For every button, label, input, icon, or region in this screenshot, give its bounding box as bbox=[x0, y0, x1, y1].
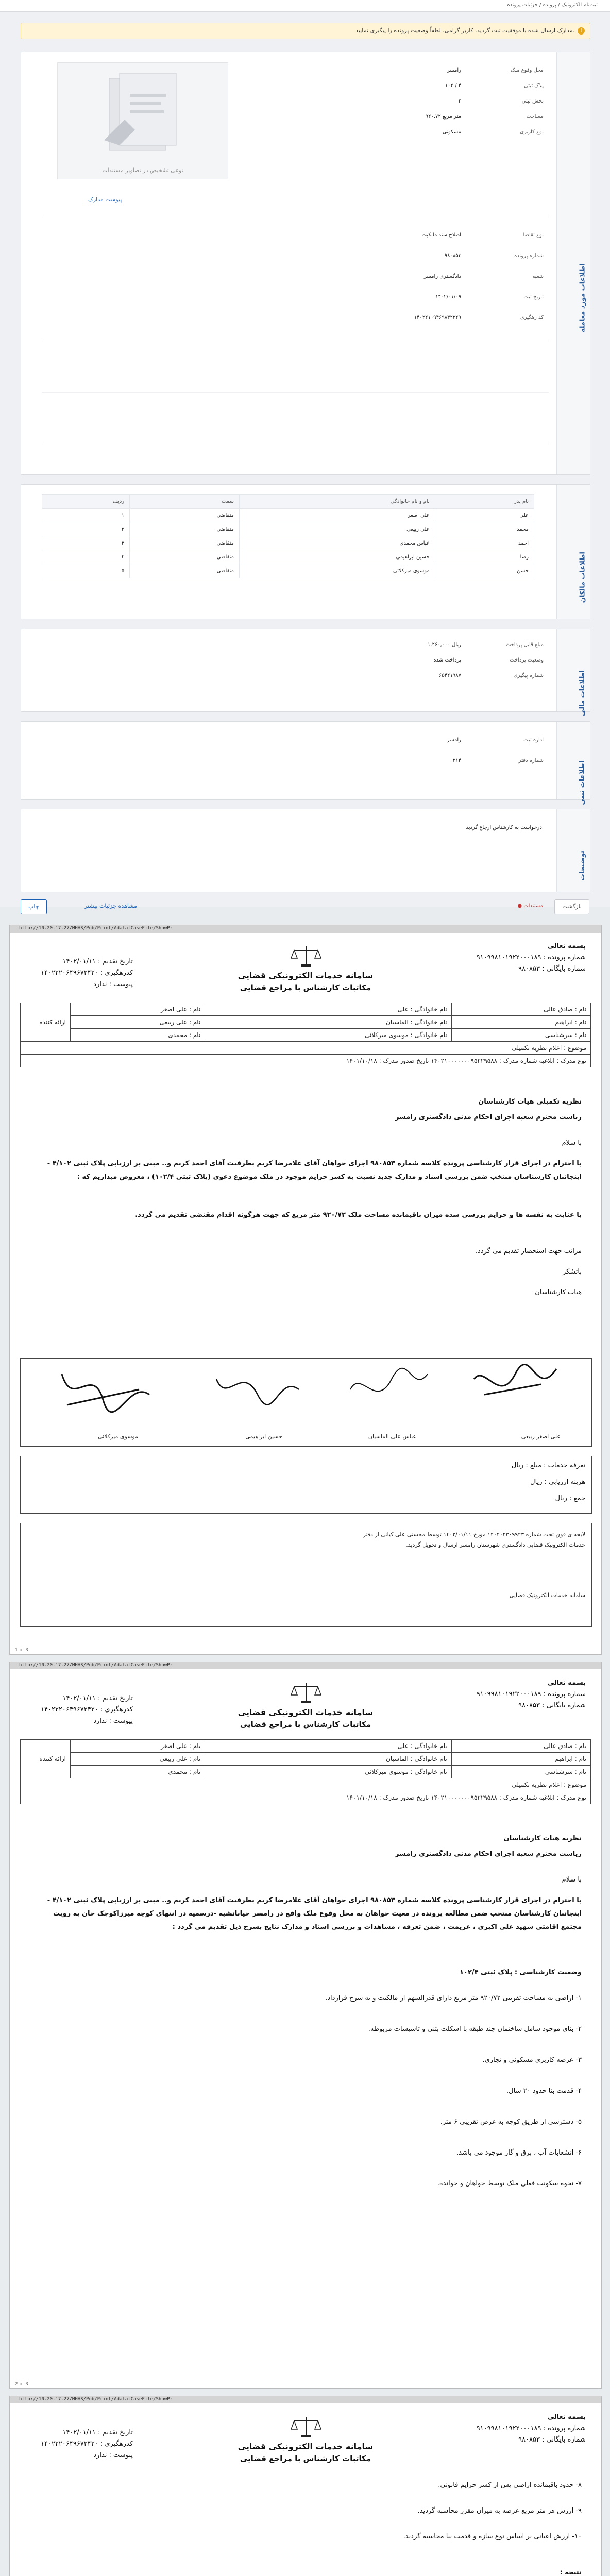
doc-heading: نظریه تکمیلی هیات کارشناسان bbox=[478, 1098, 582, 1106]
cell: متقاضی bbox=[130, 522, 240, 536]
scales-emblem-icon bbox=[288, 1680, 324, 1705]
docs-cell: نوع مدرک : ابلاغیه شماره مدرک : ۱۴۰۲۱۰۰۰۰۰۰۰۹۵۲۲۹۵۸۸ تاریخ صدور مدرک : ۱۴۰۱/۱۰/۱۸ bbox=[21, 1055, 591, 1067]
tracking-code: کدرهگیری : ۱۴۰۲۲۲۰۶۴۹۶۷۲۴۲۰ bbox=[41, 969, 133, 977]
tracking-code: کدرهگیری : ۱۴۰۲۲۲۰۶۴۹۶۷۲۴۲۰ bbox=[41, 2440, 133, 2448]
print-header bbox=[10, 1662, 601, 1669]
attachments-count: پیوست : ندارد bbox=[93, 1717, 133, 1725]
result-heading: نتیجه : bbox=[560, 2569, 582, 2576]
cell: ۱ bbox=[42, 509, 130, 522]
submission-info-box bbox=[20, 1523, 592, 1627]
field-value: ۹۸۰۸۵۳ bbox=[444, 253, 461, 259]
field-label: شماره پرونده bbox=[514, 253, 544, 259]
cell: متقاضی bbox=[130, 536, 240, 550]
cell: نام : محمدی bbox=[71, 1029, 205, 1042]
page-number: 1 of 3 bbox=[15, 1648, 28, 1653]
cell: نام خانوادگی : علی bbox=[205, 1740, 451, 1753]
table-row[interactable] bbox=[42, 536, 534, 550]
cell: نام : محمدی bbox=[71, 1766, 205, 1778]
request-date: تاریخ تقدیم : ۱۴۰۲/۰۱/۱۱ bbox=[62, 1694, 133, 1702]
fee-line: جمع : ریال bbox=[555, 1495, 585, 1502]
archive-number: شماره بایگانی : ۹۸۰۸۵۳ bbox=[518, 2436, 586, 2444]
submission-footer: سامانه خدمات الکترونیک قضایی bbox=[509, 1592, 585, 1599]
doc-header-title: بسمه تعالی bbox=[547, 942, 586, 950]
cell: ۴ bbox=[42, 550, 130, 564]
printed-document-3 bbox=[9, 2396, 602, 2576]
status-heading: وضعیت کارشناسی : پلاک ثبتی ۱۰۲/۴ bbox=[460, 1969, 582, 1976]
cell: متقاضی bbox=[130, 509, 240, 522]
printed-document-2 bbox=[9, 1662, 602, 2389]
case-number: شماره پرونده : ۹۱۰۹۹۸۱۰۱۹۲۲۰۰۰۱۸۹ bbox=[476, 954, 586, 961]
section-label: اطلاعات مالکان bbox=[556, 485, 590, 619]
table-row bbox=[21, 1016, 591, 1029]
attachments-link[interactable]: پیوست مدارک bbox=[88, 196, 122, 203]
attachments-count: پیوست : ندارد bbox=[93, 2451, 133, 2459]
cell: حسن bbox=[435, 564, 534, 578]
section-label: اطلاعات مورد معامله bbox=[556, 52, 590, 474]
field-label: بخش ثبتی bbox=[521, 98, 544, 104]
cell: نام خانوادگی : موسوی میرکلائی bbox=[205, 1029, 451, 1042]
field-value: ۱,۲۶۰,۰۰۰ ریال bbox=[427, 642, 461, 648]
field-value: ۲ bbox=[458, 98, 461, 104]
salutation: با سلام bbox=[562, 1876, 582, 1884]
system-title: سامانه خدمات الکترونیکی قضایی bbox=[238, 971, 374, 980]
print-url: http://10.20.17.27/MHHS/Pub/Print/AdalatCaseFile/ShowPr bbox=[19, 2397, 173, 2402]
fees-box bbox=[20, 1456, 592, 1514]
notes-card bbox=[21, 809, 590, 892]
field-value: ۶۵۴۲۱۹۸۷ bbox=[439, 673, 461, 679]
column-header: ردیف bbox=[42, 495, 130, 509]
cell: ۲ bbox=[42, 522, 130, 536]
cell: ۳ bbox=[42, 536, 130, 550]
signer-name: حسین ابراهیمی bbox=[245, 1433, 282, 1440]
subject-cell: موضوع : اعلام نظریه تکمیلی bbox=[21, 1042, 591, 1055]
archive-number: شماره بایگانی : ۹۸۰۸۵۳ bbox=[518, 1702, 586, 1709]
table-header bbox=[42, 495, 534, 509]
cell: ارائه کننده bbox=[21, 1740, 71, 1778]
section-label: اطلاعات مالی bbox=[556, 629, 590, 711]
fee-line: تعرفه خدمات : مبلغ : ریال bbox=[511, 1462, 585, 1469]
cell: نام خانوادگی : موسوی میرکلائی bbox=[205, 1766, 451, 1778]
cell: نام : سرشناسی bbox=[451, 1766, 590, 1778]
doc-body-2: با عنایت به نقشه ها و حرایم بررسی شده میزان باقیمانده مساحت ملک ۹۲۰/۷۲ متر مربع که جهت هرگونه اقدام مقتضی تقدیم می گردد. bbox=[135, 1211, 582, 1219]
table-row bbox=[21, 1003, 591, 1016]
warning-icon: ! bbox=[578, 27, 585, 35]
thumbnail-caption: نوعی تشخیص در تصاویر مستندات bbox=[102, 167, 183, 174]
table-row[interactable] bbox=[42, 550, 534, 564]
doc-body: با احترام در اجرای قرار کارشناسی پرونده کلاسه شماره ۹۸۰۸۵۳ اجرای خواهان آقای غلامرضا کریم بطرفیت آقای احمد کریم و.. مبنی بر ارزیابی پلاک ثبتی ۴/۱۰۲ - اینجانبان کارشناسان منتخب ضمن بررسی اسناد و مدارک جدید نسبت به کسر حرایم موجود در ملک موضوع دعوی (پلاک ثبتی ۱۰۲/۴) ، معروض میداریم که : bbox=[47, 1160, 582, 1181]
alert-message bbox=[21, 23, 590, 39]
cell: ارائه کننده bbox=[21, 1003, 71, 1042]
field-value: اصلاح سند مالکیت bbox=[421, 232, 461, 238]
field-value: ۹۲۰.۷۲ متر مربع bbox=[425, 114, 461, 120]
table-row bbox=[21, 1753, 591, 1766]
field-label: شماره دفتر bbox=[518, 758, 544, 764]
cell: نام : علی ربیعی bbox=[71, 1753, 205, 1766]
cell: متقاضی bbox=[130, 564, 240, 578]
cell: نام : صادق عالی bbox=[451, 1003, 590, 1016]
field-value: پرداخت شده bbox=[433, 657, 461, 663]
document-icon bbox=[58, 63, 228, 161]
cell: احمد bbox=[435, 536, 534, 550]
print-header bbox=[10, 2396, 601, 2403]
registry-card bbox=[21, 721, 590, 805]
case-number: شماره پرونده : ۹۱۰۹۹۸۱۰۱۹۲۲۰۰۰۱۸۹ bbox=[476, 2425, 586, 2432]
table-row[interactable] bbox=[42, 522, 534, 536]
salutation: با سلام bbox=[562, 1139, 582, 1147]
field-value: دادگستری رامسر bbox=[423, 274, 461, 279]
column-header: سمت bbox=[130, 495, 240, 509]
fee-line: هزینه ارزیابی : ریال bbox=[530, 1478, 585, 1486]
owners-table bbox=[42, 494, 534, 578]
print-header bbox=[10, 925, 601, 933]
alert-text: مدارک ارسال شده با موفقیت ثبت گردید. کاربر گرامی، لطفاً وضعیت پرونده را پیگیری نمایید. bbox=[355, 27, 574, 34]
cell: نام خانوادگی : الماسیان bbox=[205, 1016, 451, 1029]
field-value: ۱۰۲ / ۴ bbox=[445, 83, 461, 89]
case-id-block bbox=[477, 941, 586, 975]
date-block bbox=[41, 1693, 133, 1727]
cell: نام خانوادگی : علی bbox=[205, 1003, 451, 1016]
section-label: اطلاعات ثبتی bbox=[556, 722, 590, 799]
date-block bbox=[41, 2427, 133, 2461]
printed-document-1 bbox=[9, 925, 602, 1655]
scales-emblem-icon bbox=[288, 2414, 324, 2439]
archive-number: شماره بایگانی : ۹۸۰۸۵۳ bbox=[518, 965, 586, 973]
doc-body: با احترام در اجرای قرار کارشناسی پرونده کلاسه شماره ۹۸۰۸۵۳ اجرای خواهان آقای غلامرضا کریم بطرفیت آقای احمد کریم و.. مبنی بر ارزیابی پلاک ثبتی ۴/۱۰۲ - اینجانبان کارشناسان منتخب ضمن مطالعه پرونده در معیت خواهان به محل وقوع ملک واقع در رامسر خیابانشیه -درسمیه در انتهای کوچه میرزاکوچک خان به رویت مجتمع اقامتی شهید علی اکبری ، عزیمت ، ضمن تعرفه ، مشاهدات و بررسی اسناد و مدارک نتایج بشرح ذیل تقدیم می گردد : bbox=[47, 1896, 582, 1931]
system-subtitle: مکاتبات کارشناس با مراجع قضایی bbox=[240, 983, 371, 992]
cell: نام : علی ربیعی bbox=[71, 1016, 205, 1029]
note-item: ۱- اراضی به مساحت تقریبی ۹۲۰/۷۲ متر مربع دارای قدرالسهم از مالکیت و به شرح قرارداد. bbox=[325, 1994, 582, 2002]
document-thumbnail[interactable] bbox=[57, 62, 228, 179]
system-subtitle: مکاتبات کارشناس با مراجع قضایی bbox=[240, 2454, 371, 2463]
back-button[interactable]: بازگشت bbox=[554, 899, 589, 914]
scales-emblem-icon bbox=[288, 943, 324, 969]
cell: نام : علی اصغر bbox=[71, 1740, 205, 1753]
doc-header-title: بسمه تعالی bbox=[547, 1679, 586, 1687]
note-item: ۵- دسترسی از طریق کوچه به عرض تقریبی ۶ متر. bbox=[440, 2118, 582, 2126]
note-item: ۸- حدود باقیمانده اراضی پس از کسر حرایم قانونی. bbox=[438, 2481, 582, 2489]
cell: عباس محمدی bbox=[239, 536, 435, 550]
field-label: نوع کاربری bbox=[520, 129, 544, 135]
system-title: سامانه خدمات الکترونیکی قضایی bbox=[238, 1707, 374, 1717]
field-value: رامسر bbox=[447, 737, 461, 743]
field-label: شعبه bbox=[532, 274, 544, 279]
field-value: ۱۴۰۲۲۱۰۹۴۶۹۸۴۲۲۲۹ bbox=[414, 315, 461, 320]
table-row bbox=[21, 1778, 591, 1791]
doc-heading: نظریه هیات کارشناسان bbox=[503, 1835, 582, 1842]
signatures-box bbox=[20, 1358, 592, 1447]
cell: نام : ابراهیم bbox=[451, 1016, 590, 1029]
case-id-block bbox=[477, 2412, 586, 2446]
parties-table bbox=[20, 1739, 591, 1804]
notes-text: درخواست به کارشناس ارجاع گردید. bbox=[466, 825, 544, 831]
regards: باتشکر bbox=[562, 1268, 582, 1276]
cell: رضا bbox=[435, 550, 534, 564]
signer-name: عباس علی الماسیان bbox=[368, 1433, 416, 1440]
note-item: ۳- عرصه کاربری مسکونی و تجاری. bbox=[482, 2056, 582, 2064]
more-details-link[interactable]: مشاهده جزئیات بیشتر bbox=[84, 903, 137, 909]
cell: حسین ابراهیمی bbox=[239, 550, 435, 564]
doc-header-title: بسمه تعالی bbox=[547, 2413, 586, 2421]
field-value: رامسر bbox=[447, 67, 461, 73]
table-row bbox=[21, 1740, 591, 1753]
note-item: ۶- انشعابات آب ، برق و گاز موجود می باشد. bbox=[456, 2149, 582, 2157]
print-url: http://10.20.17.27/MHHS/Pub/Print/AdalatCaseFile/ShowPr bbox=[19, 1663, 173, 1668]
field-label: پلاک ثبتی bbox=[523, 83, 544, 89]
note-item: ۲- بنای موجود شامل ساختمان چند طبقه با اسکلت بتنی و تاسیسات مربوطه. bbox=[368, 2025, 582, 2033]
cell: علی اصغر bbox=[239, 509, 435, 522]
date-block bbox=[41, 956, 133, 990]
note-item: ۱۰- ارزش اعیانی بر اساس نوع سازه و قدمت بنا محاسبه گردید. bbox=[403, 2533, 582, 2540]
field-label: مبلغ قابل پرداخت bbox=[505, 642, 544, 648]
field-label: نوع تقاضا bbox=[523, 232, 544, 238]
cell: متقاضی bbox=[130, 550, 240, 564]
column-header: نام پدر bbox=[435, 495, 534, 509]
case-details-page bbox=[0, 0, 610, 910]
table-row bbox=[21, 1042, 591, 1055]
print-url: http://10.20.17.27/MHHS/Pub/Print/AdalatCaseFile/ShowPr bbox=[19, 926, 173, 931]
signatory: هیات کارشناسان bbox=[535, 1289, 582, 1296]
system-title: سامانه خدمات الکترونیکی قضایی bbox=[238, 2442, 374, 2451]
field-label: شماره پیگیری bbox=[513, 673, 544, 679]
print-button[interactable]: چاپ bbox=[21, 899, 47, 914]
field-label: کد رهگیری bbox=[520, 315, 544, 320]
cell: ۵ bbox=[42, 564, 130, 578]
cell: علی bbox=[435, 509, 534, 522]
request-date: تاریخ تقدیم : ۱۴۰۲/۰۱/۱۱ bbox=[62, 958, 133, 965]
field-value: ۱۴۰۲/۰۱/۰۹ bbox=[435, 294, 461, 300]
page-number: 2 of 3 bbox=[15, 2382, 28, 2387]
table-row[interactable] bbox=[42, 509, 534, 522]
payment-card bbox=[21, 629, 590, 716]
cell: نام : سرشناسی bbox=[451, 1029, 590, 1042]
table-row bbox=[21, 1791, 591, 1804]
case-info-card bbox=[21, 52, 590, 475]
cell: نام : ابراهیم bbox=[451, 1753, 590, 1766]
doc-recipient: ریاست محترم شعبه اجرای احکام مدنی دادگستری رامسر bbox=[395, 1113, 582, 1121]
top-navbar bbox=[0, 0, 610, 12]
docs-cell: نوع مدرک : ابلاغیه شماره مدرک : ۱۴۰۲۱۰۰۰۰۰۰۰۹۵۲۲۹۵۸۸ تاریخ صدور مدرک : ۱۴۰۱/۱۰/۱۸ bbox=[21, 1791, 591, 1804]
owners-card bbox=[21, 484, 590, 619]
section-label: توضیحات bbox=[556, 809, 590, 892]
note-item: ۷- نحوه سکونت فعلی ملک توسط خواهان و خوانده. bbox=[437, 2180, 582, 2188]
breadcrumb[interactable]: ثبت‌نام الکترونیک / پرونده / جزئیات پرونده bbox=[507, 2, 598, 8]
submission-info: لایحه ی فوق تحت شماره ۱۴۰۲۰۲۳۰۹۹۲۳ مورخ ۱۴۰۲/۰۱/۱۱ توسط محسنی علی کیانی از دفتر خدمات الکترونیک قضایی دادگستری شهرستان رامسر ارسال و تحویل گردید. bbox=[363, 1531, 585, 1548]
signer-name: علی اصغر ربیعی bbox=[521, 1433, 561, 1440]
system-subtitle: مکاتبات کارشناس با مراجع قضایی bbox=[240, 1720, 371, 1729]
field-label: محل وقوع ملک bbox=[510, 67, 544, 73]
subject-cell: موضوع : اعلام نظریه تکمیلی bbox=[21, 1778, 591, 1791]
cell: موسوی میرکلائی bbox=[239, 564, 435, 578]
attachments-flag[interactable]: ● مستندات bbox=[517, 903, 543, 909]
cell: نام خانوادگی : الماسیان bbox=[205, 1753, 451, 1766]
column-header: نام و نام خانوادگی bbox=[239, 495, 435, 509]
cell: محمد bbox=[435, 522, 534, 536]
field-label: وضعیت پرداخت bbox=[510, 657, 544, 663]
attachments-count: پیوست : ندارد bbox=[93, 980, 133, 988]
signatures-icon bbox=[21, 1359, 591, 1426]
case-id-block bbox=[477, 1677, 586, 1711]
field-value: ۲۱۴ bbox=[452, 758, 461, 764]
case-number: شماره پرونده : ۹۱۰۹۹۸۱۰۱۹۲۲۰۰۰۱۸۹ bbox=[476, 1690, 586, 1698]
tracking-code: کدرهگیری : ۱۴۰۲۲۲۰۶۴۹۶۷۲۴۲۰ bbox=[41, 1706, 133, 1714]
signer-name: موسوی میرکلائی bbox=[98, 1433, 138, 1440]
footer-actions bbox=[21, 899, 589, 914]
request-date: تاریخ تقدیم : ۱۴۰۲/۰۱/۱۱ bbox=[62, 2429, 133, 2436]
note-item: ۹- ارزش هر متر مربع عرصه به میزان مقرر محاسبه گردید. bbox=[417, 2507, 582, 2515]
table-row[interactable] bbox=[42, 564, 534, 578]
field-label: تاریخ ثبت bbox=[523, 294, 544, 300]
cell: نام : صادق عالی bbox=[451, 1740, 590, 1753]
field-label: اداره ثبت bbox=[523, 737, 544, 743]
table-row bbox=[21, 1055, 591, 1067]
note-item: ۴- قدمت بنا حدود ۲۰ سال. bbox=[506, 2087, 582, 2095]
field-label: مساحت bbox=[526, 114, 544, 120]
cell: علی ربیعی bbox=[239, 522, 435, 536]
closing-line: مراتب جهت استحضار تقدیم می گردد. bbox=[475, 1247, 582, 1255]
doc-recipient: ریاست محترم شعبه اجرای احکام مدنی دادگستری رامسر bbox=[395, 1850, 582, 1858]
parties-table bbox=[20, 1003, 591, 1067]
cell: نام : علی اصغر bbox=[71, 1003, 205, 1016]
field-value: مسکونی bbox=[442, 129, 461, 135]
table-row bbox=[21, 1029, 591, 1042]
table-row bbox=[21, 1766, 591, 1778]
